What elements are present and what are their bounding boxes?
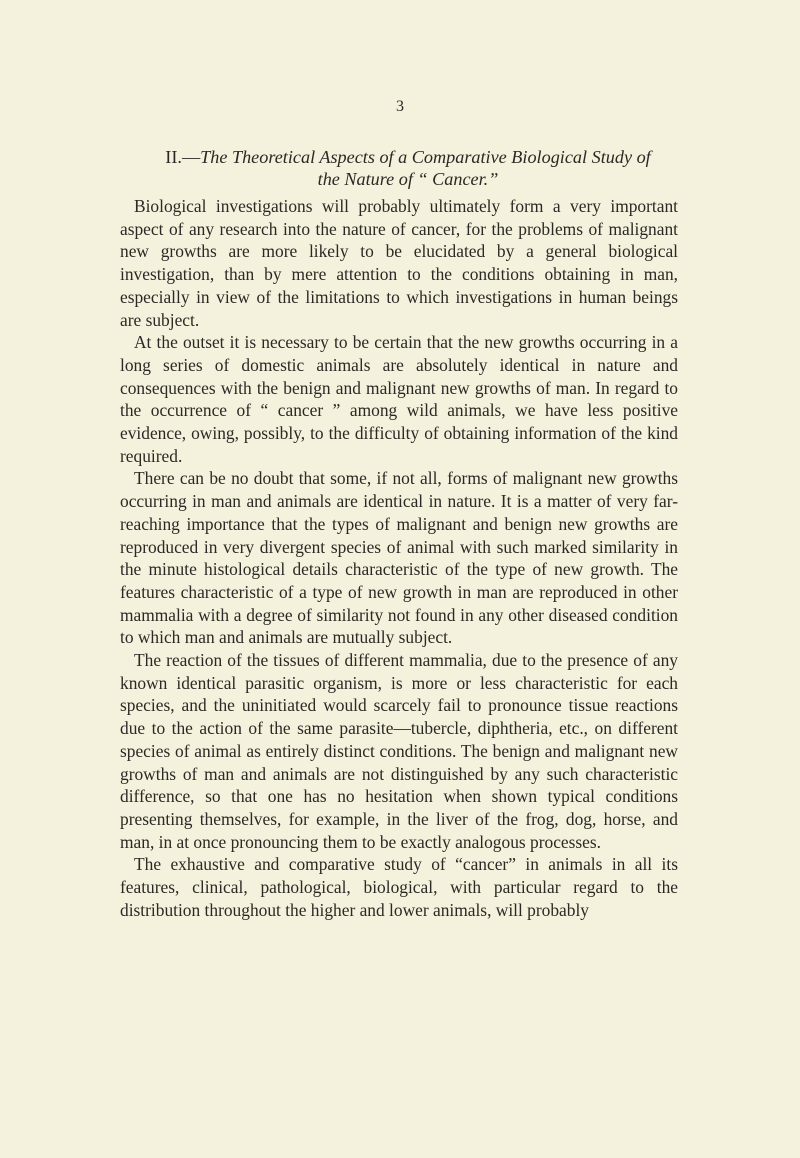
section-numeral: II. — [165, 147, 182, 167]
paragraph-4: The reaction of the tissues of different mammalia, due to the presence of any known identical parasitic organism, is more or less characteristic for each species, and the uninitiated would scarcely fail to pronounce tissue reactions due to the action of the same parasite—tubercle, diphtheria, etc., on different species of animal as entirely distinct conditions. The benign and malignant new growths of man and animals are not distinguished by any such characteristic difference, so that one has no hesitation when shown typical conditions presenting themselves, for example, in the liver of the frog, dog, horse, and man, in at once pronouncing them to be exactly analogous processes. — [120, 650, 678, 852]
paragraph-2: At the outset it is necessary to be certain that the new growths occurring in a long series of domestic animals are absolutely identical in nature and consequences with the benign and malignant new growths of man. In regard to the occurrence of “ cancer ” among wild animals, we have less positive evidence, owing, possibly, to the difficulty of obtaining information of the kind required. — [120, 332, 678, 466]
paragraph-1: Biological investigations will probably ultimately form a very important aspect of any research into the nature of cancer, for the problems of malignant new growths are more likely to be elucidated by a general biological investigation, than by mere attention to the conditions obtaining in man, especially in view of the limitations to which investigations in human beings are subject. — [120, 196, 678, 330]
paragraph-3: There can be no doubt that some, if not all, forms of malignant new growths occurring in man and animals are identical in nature. It is a matter of very far-reaching importance that the types of malignant and benign new growths are reproduced in very divergent species of animal with such marked similarity in the minute histological details characteristic of the type of new growth. The features characteristic of a type of new growth in man are reproduced in other mammalia with a degree of similarity not found in any other diseased condition to which man and animals are mutually subject. — [120, 468, 678, 648]
paragraph-5: The exhaustive and comparative study of “cancer” in animals in all its features, clinical, pathological, biological, with particular regard to the distribution throughout the higher and lower animals, will probably — [120, 854, 678, 920]
heading-dash: — — [181, 147, 201, 167]
section-title-line-1: The Theoretical Aspects of a Comparative Biological Study of — [200, 147, 651, 167]
section-heading — [138, 146, 678, 190]
section-title-line-2: the Nature of “ Cancer.” — [317, 169, 499, 189]
page-number: 3 — [396, 98, 404, 115]
body-text — [120, 195, 678, 922]
